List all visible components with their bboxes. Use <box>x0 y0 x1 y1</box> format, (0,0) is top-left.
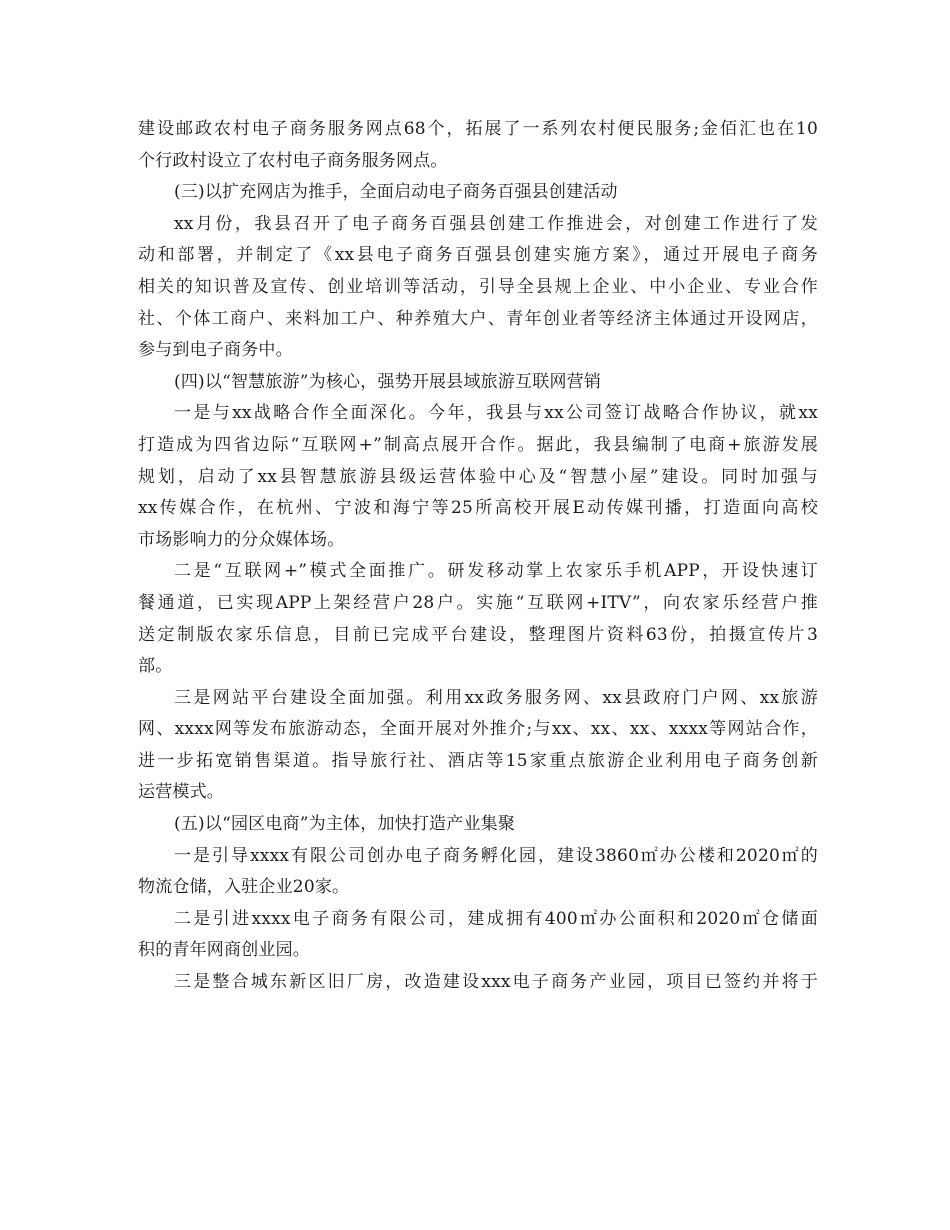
paragraph-start-line: (四)以“智慧旅游”为核心，强势开展县域旅游互联网营销 <box>174 371 602 392</box>
paragraph-start-line: (五)以“园区电商”为主体，加快打造产业集聚 <box>174 814 516 835</box>
text-line: 餐通道，已实现APP上架经营户28户。实施“互联网+ITV”，向农家乐经营户推 <box>138 592 818 613</box>
text-line: 送定制版农家乐信息，目前已完成平台建设，整理图片资料63份，拍摄宣传片3 <box>138 624 818 645</box>
text-line: 动和部署，并制定了《xx县电子商务百强县创建实施方案》，通过开展电子商务 <box>138 245 818 266</box>
text-line: 进一步拓宽销售渠道。指导旅行社、酒店等15家重点旅游企业利用电子商务创新 <box>138 750 818 771</box>
paragraph-start-line: 一是引导xxxx有限公司创办电子商务孵化园，建设3860㎡办公楼和2020㎡的 <box>174 845 818 866</box>
text-line: 参与到电子商务中。 <box>138 340 293 361</box>
text-line: 打造成为四省边际“互联网+”制高点展开合作。据此，我县编制了电商+旅游发展 <box>138 434 818 455</box>
text-line: xx传媒合作，在杭州、宁波和海宁等25所高校开展E动传媒刊播，打造面向高校 <box>138 498 818 519</box>
paragraph-start-line: xx月份，我县召开了电子商务百强县创建工作推进会，对创建工作进行了发 <box>174 213 818 234</box>
paragraph-start-line: 三是网站平台建设全面加强。利用xx政务服务网、xx县政府门户网、xx旅游 <box>174 687 818 708</box>
paragraph-start-line: 一是与xx战略合作全面深化。今年，我县与xx公司签订战略合作协议，就xx <box>174 403 818 424</box>
document-body <box>138 114 818 999</box>
text-line: 部。 <box>138 656 173 677</box>
text-line: 建设邮政农村电子商务服务网点68个，拓展了一系列农村便民服务;金佰汇也在10 <box>138 119 818 139</box>
paragraph-start-line: 二是“互联网+”模式全面推广。研发移动掌上农家乐手机APP，开设快速订 <box>174 561 818 582</box>
text-line: 积的青年网商创业园。 <box>138 940 310 961</box>
text-line: 网、xxxx网等发布旅游动态，全面开展对外推介;与xx、xx、xx、xxxx等网站合作， <box>138 719 818 740</box>
text-line: 个行政村设立了农村电子商务服务网点。 <box>138 150 448 171</box>
text-line: 运营模式。 <box>138 782 224 803</box>
paragraph-start-line: (三)以扩充网店为推手，全面启动电子商务百强县创建活动 <box>174 182 618 203</box>
text-line: 社、个体工商户、来料加工户、种养殖大户、青年创业者等经济主体通过开设网店， <box>138 308 818 329</box>
paragraph-start-line: 三是整合城东新区旧厂房，改造建设xxx电子商务产业园，项目已签约并将于 <box>174 972 818 993</box>
text-line: 相关的知识普及宣传、创业培训等活动，引导全县规上企业、中小企业、专业合作 <box>138 276 818 297</box>
text-line: 物流仓储，入驻企业20家。 <box>138 877 350 898</box>
text-line: 规划，启动了xx县智慧旅游县级运营体验中心及“智慧小屋”建设。同时加强与 <box>138 466 818 487</box>
text-line: 市场影响力的分众媒体场。 <box>138 529 345 550</box>
paragraph-start-line: 二是引进xxxx电子商务有限公司，建成拥有400㎡办公面积和2020㎡仓储面 <box>174 908 818 929</box>
